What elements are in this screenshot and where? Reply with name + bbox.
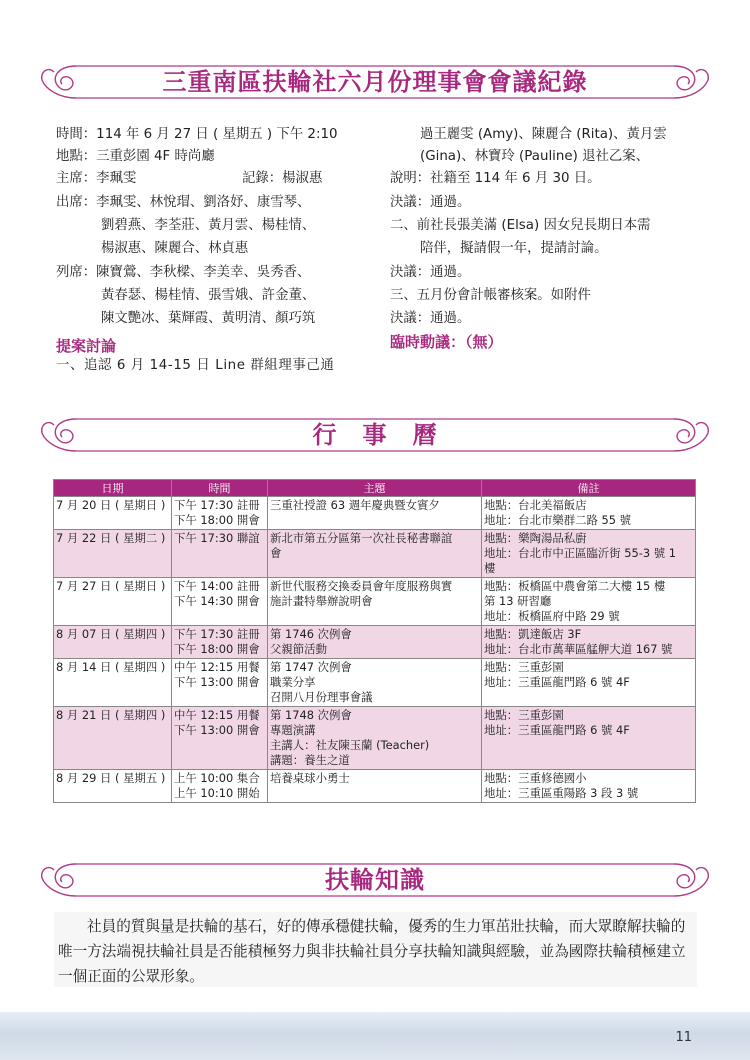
cell-line: 下午 13:00 開會: [174, 723, 260, 737]
cell-line: 下午 18:00 開會: [174, 513, 260, 527]
calendar-title-banner: [36, 411, 714, 459]
cell-line: 地址：台北市樂群二路 55 號: [484, 513, 632, 527]
cell-line: 新世代服務交換委員會年度服務與實: [270, 579, 453, 593]
proposal-heading: 提案討論: [56, 337, 117, 355]
proposal-item: 一、追認 6 月 14-15 日 Line 群組理事己通: [56, 358, 335, 373]
cell-line: 主講人：社友陳玉蘭 (Teacher): [270, 738, 430, 752]
page-number: 11: [675, 1030, 692, 1045]
cell-time: [172, 626, 268, 659]
proposal-resolution: 決議：通過。: [390, 195, 471, 210]
table-header-row: [54, 480, 696, 497]
cell-line: 上午 10:00 集合: [174, 771, 260, 785]
column-header: 日期: [54, 480, 172, 497]
table-row: [54, 707, 696, 770]
cell-note: [482, 497, 696, 530]
cell-line: 下午 14:30 開會: [174, 594, 260, 608]
proposal-resolution: 決議：通過。: [390, 311, 471, 326]
cell-topic: [268, 659, 482, 707]
cell-line: 第 13 研習廳: [484, 594, 552, 608]
table-row: [54, 770, 696, 803]
cell-line: 職業分享: [270, 675, 316, 689]
cell-date: [54, 578, 172, 626]
table-row: [54, 626, 696, 659]
cell-line: 地點：凱達飯店 3F: [484, 627, 582, 641]
cell-line: 地點：樂陶湯品私廚: [484, 531, 587, 545]
cell-line: 地址：台北市萬華區艋舺大道 167 號: [484, 642, 673, 656]
calendar-title: 行 事 曆: [312, 421, 438, 449]
cell-line: 下午 13:00 開會: [174, 675, 260, 689]
proposal-note: 說明：社籍至 114 年 6 月 30 日。: [390, 171, 601, 186]
cell-line: 施計畫特舉辦說明會: [270, 594, 373, 608]
meeting-chair: 主席：李珮雯: [56, 171, 137, 186]
proposal-resolution: 決議：通過。: [390, 265, 471, 280]
cell-line: 樓: [484, 561, 496, 575]
proposal-item: 過王麗雯 (Amy)、陳麗合 (Rita)、黃月雲: [420, 127, 667, 142]
meeting-title: 三重南區扶輪社六月份理事會會議紀錄: [162, 68, 588, 96]
column-header: 時間: [172, 480, 268, 497]
cell-time: [172, 659, 268, 707]
observers-line: 列席：陳寶鶯、李秋樑、李美幸、吳秀香、: [56, 265, 311, 280]
cell-date: [54, 659, 172, 707]
cell-line: 父親節活動: [270, 642, 327, 656]
cell-time: [172, 578, 268, 626]
schedule-table: [53, 479, 696, 803]
cell-time: [172, 707, 268, 770]
cell-line: 8 月 14 日 ( 星期四 ): [56, 660, 166, 674]
proposal-item: 三、五月份會計帳審核案。如附件: [390, 288, 591, 303]
adhoc-motion: 臨時動議：（無）: [390, 333, 503, 351]
knowledge-title-banner: [36, 856, 714, 904]
table-row: [54, 497, 696, 530]
cell-topic: [268, 626, 482, 659]
cell-line: 中午 12:15 用餐: [174, 708, 260, 722]
cell-line: 7 月 20 日 ( 星期日 ): [56, 498, 166, 512]
footer-decoration: [0, 1012, 750, 1060]
cell-line: 地點：三重彭園: [484, 660, 564, 674]
attendees-line: 出席：李珮雯、林悅瑁、劉洛妤、康雪琴、: [56, 195, 311, 210]
cell-date: [54, 770, 172, 803]
cell-line: 中午 12:15 用餐: [174, 660, 260, 674]
cell-topic: [268, 497, 482, 530]
cell-line: 專題演講: [270, 723, 316, 737]
cell-topic: [268, 578, 482, 626]
cell-line: 下午 17:30 聯誼: [174, 531, 260, 545]
cell-time: [172, 530, 268, 578]
meeting-recorder: 記錄：楊淑惠: [242, 171, 323, 186]
cell-note: [482, 626, 696, 659]
cell-line: 下午 18:00 開會: [174, 642, 260, 656]
attendees-line: 楊淑惠、陳麗合、林貞惠: [101, 241, 249, 256]
cell-topic: [268, 707, 482, 770]
cell-line: 培養桌球小勇士: [270, 771, 350, 785]
cell-note: [482, 770, 696, 803]
cell-line: 7 月 22 日 ( 星期二 ): [56, 531, 166, 545]
cell-line: 地址：板橋區府中路 29 號: [484, 609, 620, 623]
attendees-line: 劉碧燕、李荃莊、黃月雲、楊桂情、: [101, 218, 316, 233]
cell-line: 地址：三重區龍門路 6 號 4F: [484, 723, 630, 737]
cell-line: 召開八月份理事會議: [270, 690, 373, 704]
cell-line: 地點：板橋區中農會第二大樓 15 樓: [484, 579, 666, 593]
cell-line: 地點：三重彭園: [484, 708, 564, 722]
cell-note: [482, 530, 696, 578]
cell-line: 第 1748 次例會: [270, 708, 352, 722]
cell-line: 講題：養生之道: [270, 753, 350, 767]
cell-time: [172, 770, 268, 803]
cell-line: 會: [270, 546, 282, 560]
proposal-item: 陪伴，擬請假一年，提請討論。: [420, 241, 608, 256]
meeting-time: 時間：114 年 6 月 27 日 ( 星期五 ) 下午 2:10: [56, 127, 338, 142]
cell-line: 下午 14:00 註冊: [174, 579, 260, 593]
cell-topic: [268, 770, 482, 803]
cell-line: 地點：台北美福飯店: [484, 498, 587, 512]
proposal-item: (Gina)、林寶玲 (Pauline) 退社乙案、: [420, 149, 650, 164]
table-row: [54, 530, 696, 578]
cell-line: 地址：三重區龍門路 6 號 4F: [484, 675, 630, 689]
cell-topic: [268, 530, 482, 578]
knowledge-text: 社員的質與量是扶輪的基石，好的傳承穩健扶輪，優秀的生力軍茁壯扶輪，而大眾瞭解扶輪的唯一方法端視扶輪社員是否能積極努力與非扶輪社員分享扶輪知識與經驗，並為國際扶輪積極建立一個正面的公眾形象。: [58, 918, 686, 985]
cell-date: [54, 497, 172, 530]
table-row: [54, 659, 696, 707]
meeting-place: 地點：三重彭園 4F 時尚廳: [56, 149, 215, 164]
cell-line: 地址：三重區重陽路 3 段 3 號: [484, 786, 639, 800]
cell-date: [54, 707, 172, 770]
cell-line: 下午 17:30 註冊: [174, 627, 260, 641]
cell-line: 8 月 29 日 ( 星期五 ): [56, 771, 166, 785]
cell-line: 三重社授證 63 週年慶典暨女賓夕: [270, 498, 440, 512]
table-row: [54, 578, 696, 626]
cell-note: [482, 659, 696, 707]
cell-line: 新北市第五分區第一次社長秘書聯誼: [270, 531, 453, 545]
cell-note: [482, 707, 696, 770]
cell-time: [172, 497, 268, 530]
cell-line: 8 月 21 日 ( 星期四 ): [56, 708, 166, 722]
column-header: 主題: [268, 480, 482, 497]
meeting-title-banner: [36, 58, 714, 106]
proposal-item: 二、前社長張美滿 (Elsa) 因女兒長期日本需: [390, 218, 651, 233]
knowledge-paragraph: [54, 912, 697, 987]
cell-date: [54, 530, 172, 578]
column-header: 備註: [482, 480, 696, 497]
cell-line: 第 1747 次例會: [270, 660, 352, 674]
cell-date: [54, 626, 172, 659]
cell-line: 第 1746 次例會: [270, 627, 352, 641]
cell-line: 下午 17:30 註冊: [174, 498, 260, 512]
cell-line: 上午 10:10 開始: [174, 786, 260, 800]
observers-line: 陳文艷冰、葉輝霞、黃明清、顏巧筑: [101, 311, 316, 326]
knowledge-title: 扶輪知識: [325, 866, 425, 894]
observers-line: 黃春瑟、楊桂情、張雪娥、許金董、: [101, 288, 316, 303]
cell-line: 8 月 07 日 ( 星期四 ): [56, 627, 166, 641]
cell-line: 地址：台北市中正區臨沂街 55-3 號 1: [484, 546, 677, 560]
cell-line: 7 月 27 日 ( 星期日 ): [56, 579, 166, 593]
cell-line: 地點：三重修德國小: [484, 771, 587, 785]
cell-note: [482, 578, 696, 626]
